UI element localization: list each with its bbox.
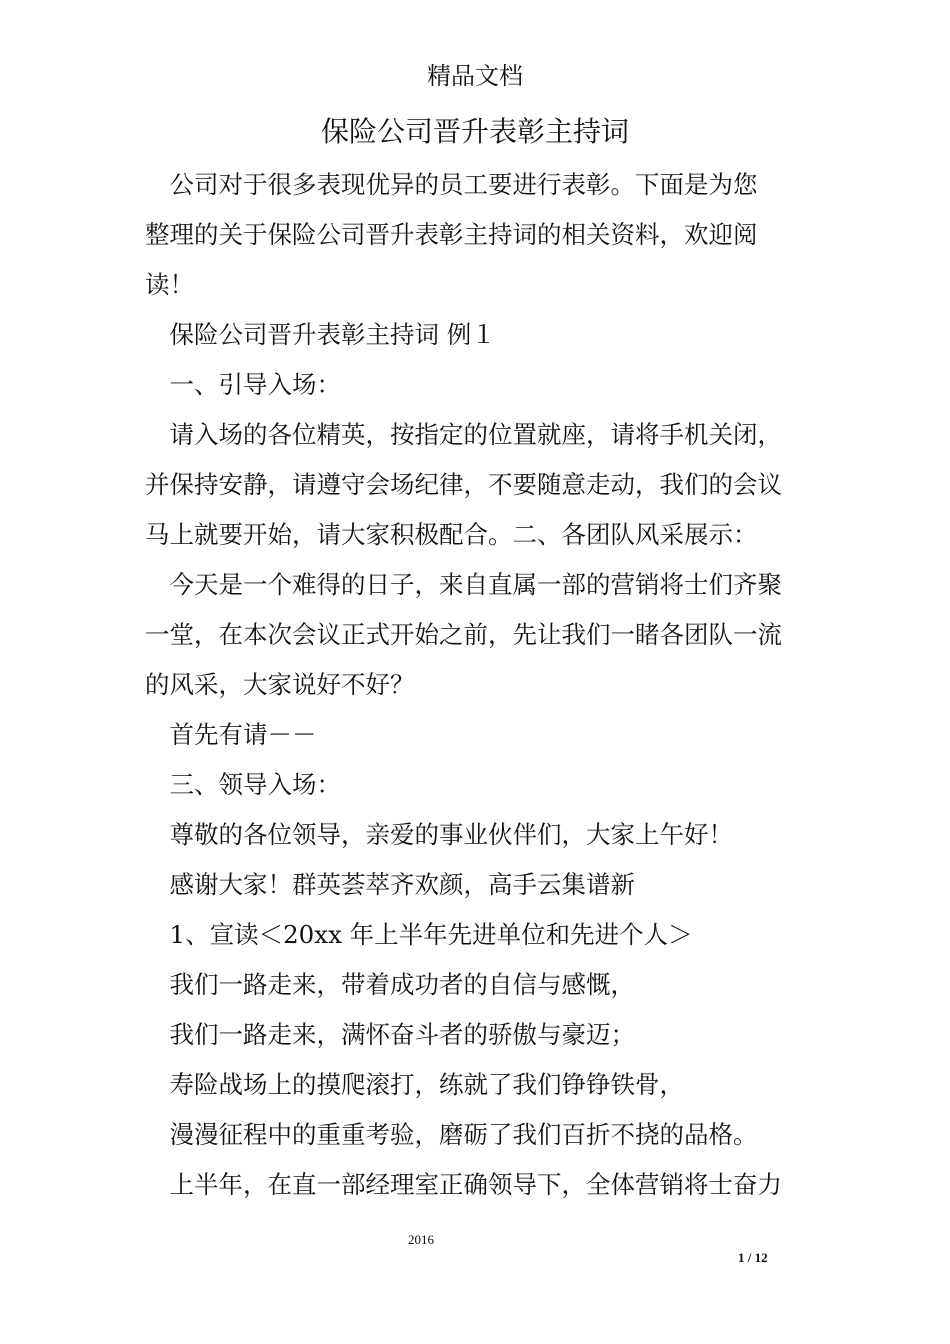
text-line: 我们一路走来，带着成功者的自信与感慨， xyxy=(145,970,635,999)
paragraph xyxy=(145,1060,810,1110)
paragraph xyxy=(145,1160,810,1210)
paragraph xyxy=(145,1010,810,1060)
text-line: 并保持安静，请遵守会场纪律，不要随意走动，我们的会议 xyxy=(145,470,782,499)
paragraph xyxy=(145,360,810,410)
text-line: 保险公司晋升表彰主持词 例１ xyxy=(145,320,496,349)
text-line: 寿险战场上的摸爬滚打，练就了我们铮铮铁骨， xyxy=(145,1070,684,1099)
text-line: 上半年，在直一部经理室正确领导下，全体营销将士奋力 xyxy=(145,1170,782,1199)
paragraph xyxy=(145,160,810,310)
text-line: 一、引导入场： xyxy=(145,370,341,399)
text-line: 一堂，在本次会议正式开始之前，先让我们一睹各团队一流 xyxy=(145,620,782,649)
page-current: 1 xyxy=(738,1250,745,1265)
paragraph xyxy=(145,960,810,1010)
document-title: 保险公司晋升表彰主持词 xyxy=(320,115,629,148)
text-line: 漫漫征程中的重重考验，磨砺了我们百折不挠的品格。 xyxy=(145,1120,758,1149)
text-line: 尊敬的各位领导，亲爱的事业伙伴们，大家上午好！ xyxy=(145,820,733,849)
text-line: 请入场的各位精英，按指定的位置就座，请将手机关闭， xyxy=(145,420,782,449)
text-line: 今天是一个难得的日子，来自直属一部的营销将士们齐聚 xyxy=(145,570,782,599)
footer-year: 2016 xyxy=(408,1232,434,1247)
text-line: 感谢大家！群英荟萃齐欢颜，高手云集谱新 xyxy=(145,870,635,899)
paragraph xyxy=(145,410,810,560)
text-line: 1、宣读＜20xx 年上半年先进单位和先进个人＞ xyxy=(145,920,693,949)
document-body xyxy=(145,160,810,1210)
page-number xyxy=(738,1250,768,1266)
paragraph xyxy=(145,560,810,710)
page-separator: / xyxy=(747,1250,752,1265)
text-line: 马上就要开始，请大家积极配合。二、各团队风采展示： xyxy=(145,520,758,549)
text-line: 首先有请－－ xyxy=(145,720,317,749)
text-line: 三、领导入场： xyxy=(145,770,341,799)
paragraph xyxy=(145,860,810,910)
page-total: 12 xyxy=(754,1250,768,1265)
paragraph xyxy=(145,760,810,810)
page-header: 精品文档 xyxy=(427,62,523,90)
paragraph xyxy=(145,710,810,760)
text-line: 整理的关于保险公司晋升表彰主持词的相关资料，欢迎阅 xyxy=(145,220,758,249)
paragraph xyxy=(145,810,810,860)
text-line: 读！ xyxy=(145,270,194,299)
paragraph xyxy=(145,910,810,960)
paragraph xyxy=(145,310,810,360)
text-line: 公司对于很多表现优异的员工要进行表彰。下面是为您 xyxy=(145,170,758,199)
text-line: 的风采，大家说好不好？ xyxy=(145,670,415,699)
text-line: 我们一路走来，满怀奋斗者的骄傲与豪迈； xyxy=(145,1020,635,1049)
paragraph xyxy=(145,1110,810,1160)
